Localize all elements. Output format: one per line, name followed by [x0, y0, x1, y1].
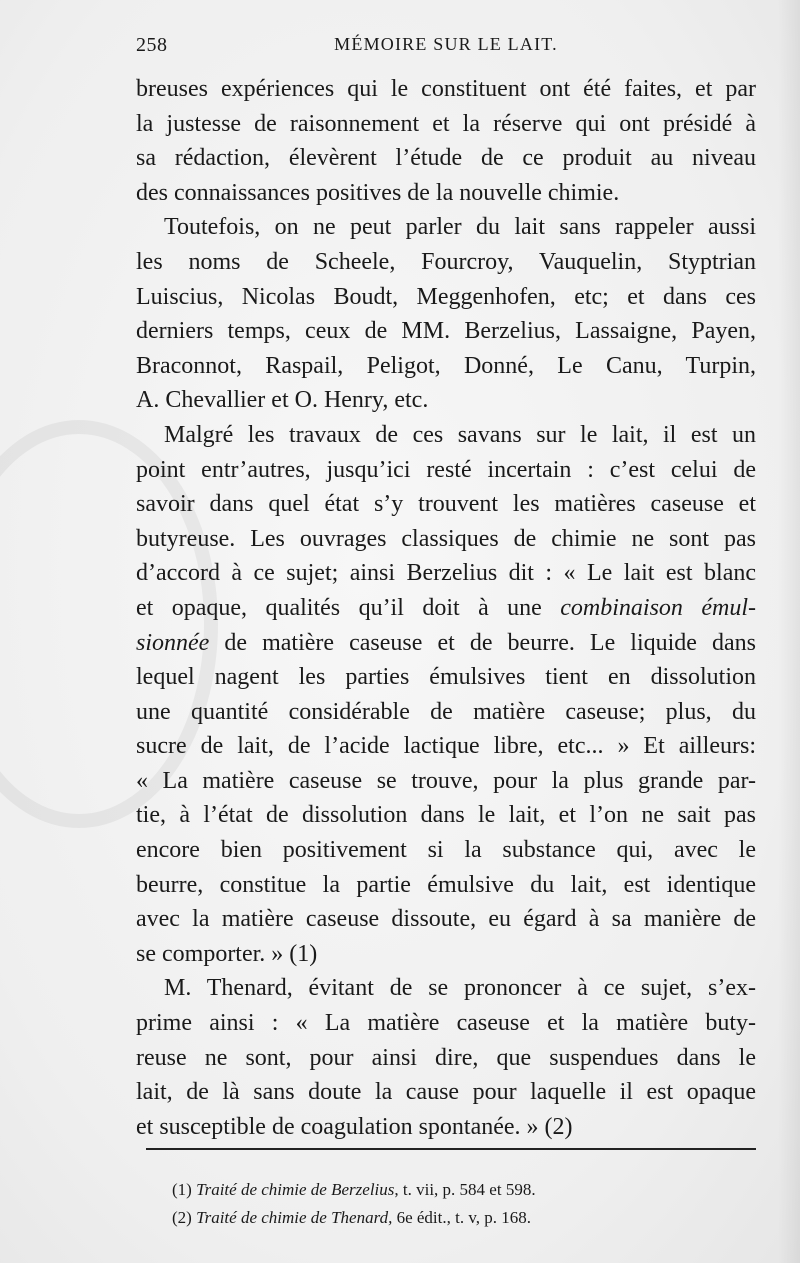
footnote-reference: 6e édit., t. v, p. 168.: [392, 1208, 531, 1227]
text-line: les noms de Scheele, Fourcroy, Vauquelin, Styptrian: [136, 248, 756, 275]
text-line: butyreuse. Les ouvrages classiques de chimie ne sont pas: [136, 525, 756, 552]
text-line: une quantité considérable de matière caseuse; plus, du: [136, 698, 756, 725]
text-span: et opaque, qualités qu’il doit à une: [136, 594, 561, 621]
page-edge-shadow: [778, 0, 800, 1263]
footnote-marker: (2): [172, 1208, 192, 1227]
text-line: Toutefois, on ne peut parler du lait sans rappeler aussi: [164, 214, 756, 241]
footnote-divider: [146, 1148, 756, 1150]
text-line: [136, 626, 756, 661]
text-line: d’accord à ce sujet; ainsi Berzelius dit : « Le lait est blanc: [136, 560, 756, 587]
running-title: MÉMOIRE SUR LE LAIT.: [334, 34, 558, 54]
text-line: Luiscius, Nicolas Boudt, Meggenhofen, etc; et dans ces: [136, 283, 756, 310]
footnote-marker: (1): [172, 1180, 192, 1199]
footnotes: [172, 1176, 732, 1232]
text-line: et susceptible de coagulation spontanée. » (2): [136, 1113, 573, 1140]
text-line: A. Chevallier et O. Henry, etc.: [136, 387, 429, 414]
text-line: sa rédaction, élevèrent l’étude de ce produit au niveau: [136, 145, 756, 172]
text-line: se comporter. » (1): [136, 940, 318, 967]
text-line: beurre, constitue la partie émulsive du lait, est identique: [136, 871, 756, 898]
text-line: prime ainsi : « La matière caseuse et la matière buty-: [136, 1010, 756, 1037]
text-line: reuse ne sont, pour ainsi dire, que suspendues dans le: [136, 1044, 756, 1071]
text-line: point entr’autres, jusqu’ici resté incertain : c’est celui de: [136, 456, 756, 483]
text-line: derniers temps, ceux de MM. Berzelius, Lassaigne, Payen,: [136, 318, 756, 345]
text-line: tie, à l’état de dissolution dans le lait, et l’on ne sait pas: [136, 802, 756, 829]
text-line: des connaissances positives de la nouvelle chimie.: [136, 179, 620, 206]
italic-text: combinaison émul-: [560, 594, 756, 621]
text-line: encore bien positivement si la substance qui, avec le: [136, 837, 756, 864]
text-line: la justesse de raisonnement et la réserve qui ont présidé à: [136, 110, 756, 137]
footnote-reference: , t. vii, p. 584 et 598.: [394, 1180, 536, 1199]
footnote-title: Traité de chimie de Berzelius: [196, 1180, 395, 1199]
text-line: avec la matière caseuse dissoute, eu égard à sa manière de: [136, 906, 756, 933]
text-line: Malgré les travaux de ces savans sur le lait, il est un: [164, 421, 756, 448]
footnote: [172, 1204, 732, 1232]
text-span: de matière caseuse et de beurre. Le liquide dans: [209, 629, 756, 656]
page-number: 258: [136, 34, 168, 56]
text-line: lequel nagent les parties émulsives tient en dissolution: [136, 664, 756, 691]
body-text: [136, 72, 756, 1144]
text-line: [136, 591, 756, 626]
text-line: breuses expériences qui le constituent ont été faites, et par: [136, 76, 756, 102]
text-line: sucre de lait, de l’acide lactique libre, etc... » Et ailleurs:: [136, 733, 756, 760]
text-line: M. Thenard, évitant de se prononcer à ce sujet, s’ex-: [164, 975, 756, 1002]
text-line: savoir dans quel état s’y trouvent les matières caseuse et: [136, 491, 756, 518]
italic-text: sionnée: [136, 629, 210, 656]
page-header: [136, 34, 756, 64]
footnote-title: Traité de chimie de Thenard,: [196, 1208, 393, 1227]
text-line: Braconnot, Raspail, Peligot, Donné, Le Canu, Turpin,: [136, 352, 756, 379]
text-line: « La matière caseuse se trouve, pour la plus grande par-: [136, 767, 756, 794]
footnote: [172, 1176, 732, 1204]
text-line: lait, de là sans doute la cause pour laquelle il est opaque: [136, 1079, 756, 1106]
